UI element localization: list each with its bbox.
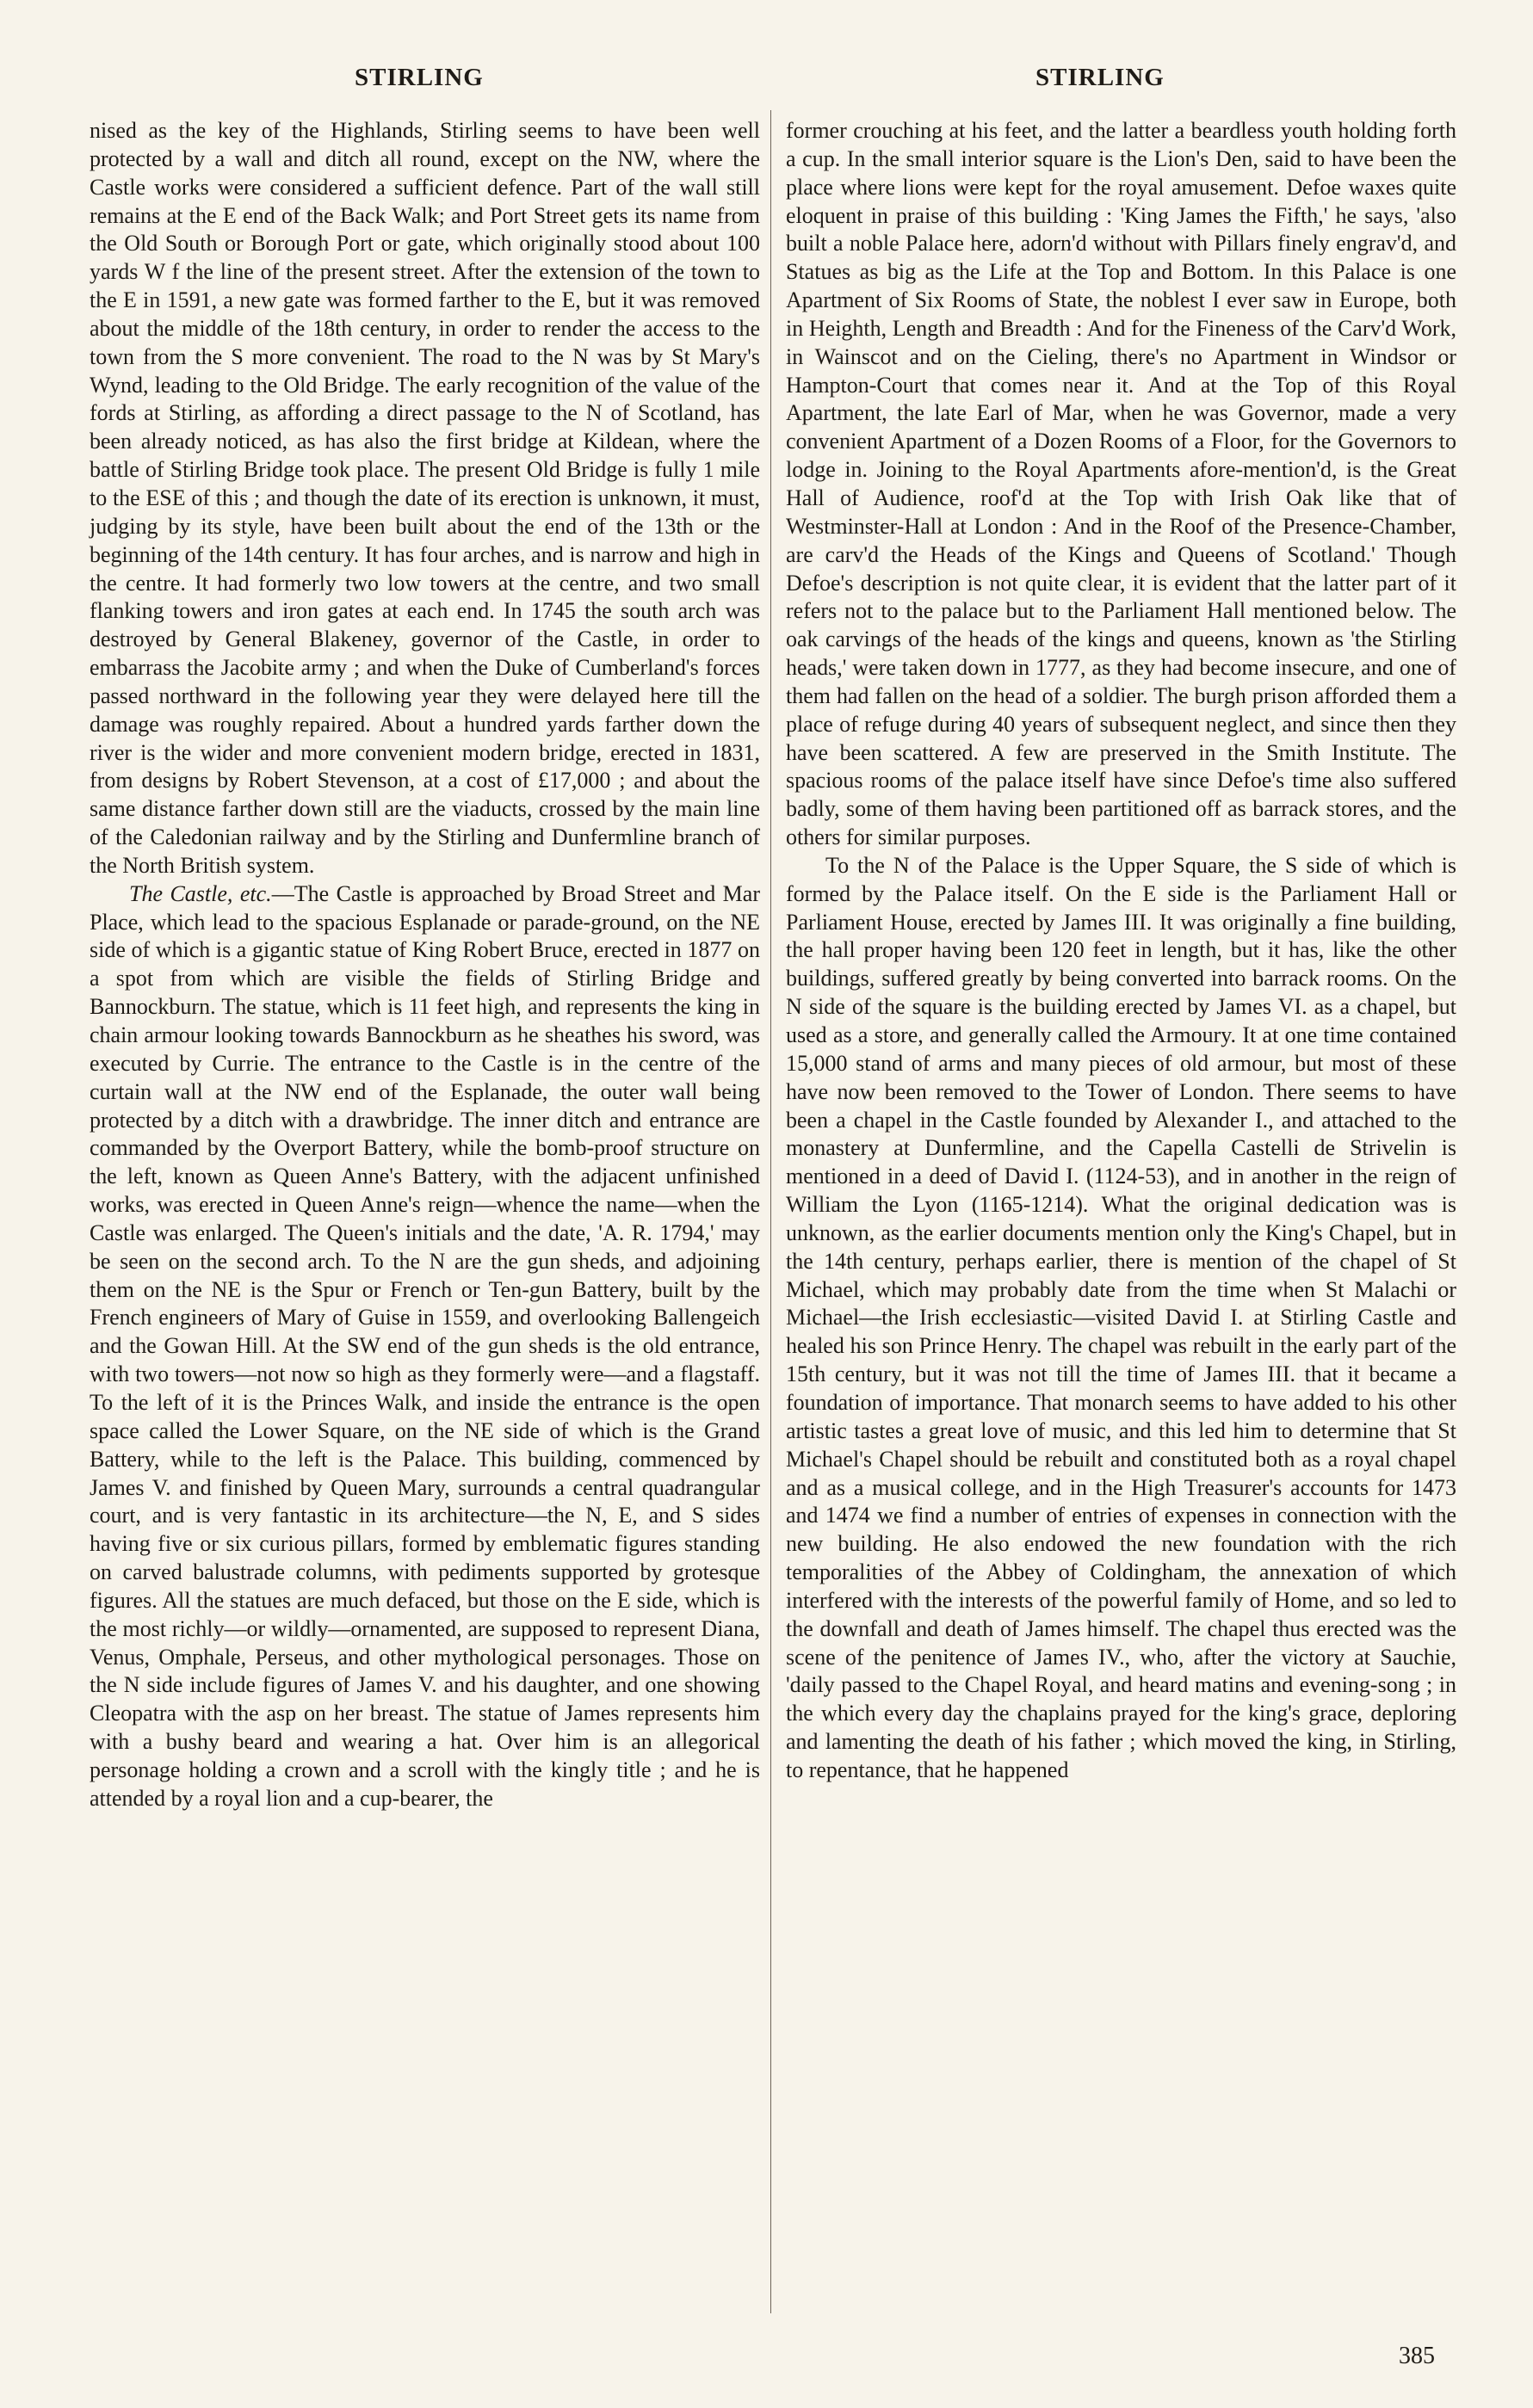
paragraph-castle [90, 880, 760, 1813]
section-heading-castle: The Castle, etc. [129, 880, 272, 906]
paragraph-castle-text: —The Castle is approached by Broad Street and Mar Place, which lead to the spacious Esplanade or parade-ground, on the NE side of which is a gigantic statue of King Robert Bruce, erected in 1877 on a spot from which are visible the fields of Stirling Bridge and Bannockburn. The statue, which is 11 feet high, and represents the king in chain armour looking towards Bannockburn as he sheathes his sword, was executed by Currie. The entrance to the Castle is in the centre of the curtain wall at the NW end of the Esplanade, the outer wall being protected by a ditch with a drawbridge. The inner ditch and entrance are commanded by the Overport Battery, while the bomb-proof structure on the left, known as Queen Anne's Battery, with the adjacent unfinished works, was erected in Queen Anne's reign—whence the name—when the Castle was enlarged. The Queen's initials and the date, 'A. R. 1794,' may be seen on the second arch. To the N are the gun sheds, and adjoining them on the NE is the Spur or French or Ten-gun Battery, built by the French engineers of Mary of Guise in 1559, and overlooking Ballengeich and the Gowan Hill. At the SW end of the gun sheds is the old entrance, with two towers—not now so high as they formerly were—and a flagstaff. To the left of it is the Princes Walk, and inside the entrance is the open space called the Lower Square, on the NE side of which is the Grand Battery, while to the left is the Palace. This building, commenced by James V. and finished by Queen Mary, surrounds a central quadrangular court, and is very fantastic in its architecture—the N, E, and S sides having five or six curious pillars, formed by emblematic figures standing on carved balustrade columns, with pediments supported by grotesque figures. All the statues are much defaced, but those on the E side, which is the most richly—or wildly—ornamented, are supposed to represent Diana, Venus, Omphale, Perseus, and other mythological personages. Those on the N side include figures of James V. and his daughter, and one showing Cleopatra with the asp on her breast. The statue of James represents him with a bushy beard and wearing a hat. Over him is an allegorical personage holding a crown and a scroll with the kingly title ; and he is attended by a royal lion and a cup-bearer, the [90, 880, 760, 1811]
right-column [786, 117, 1456, 1785]
left-column [90, 117, 760, 1813]
paragraph-upper-square: To the N of the Palace is the Upper Square, the S side of which is formed by the Palace itself. On the E side is the Parliament Hall or Parliament House, erected by James III. It was originally a fine building, the hall proper having been 120 feet in length, but it has, like the other buildings, suffered greatly by being converted into barrack rooms. On the N side of the square is the building erected by James VI. as a chapel, but used as a store, and generally called the Armoury. It at one time contained 15,000 stand of arms and many pieces of old armour, but most of these have now been removed to the Tower of London. There seems to have been a chapel in the Castle founded by Alexander I., and attached to the monastery at Dunfermline, and the Capella Castelli de Strivelin is mentioned in a deed of David I. (1124-53), and in another in the reign of William the Lyon (1165-1214). What the original dedication was is unknown, as the earlier documents mention only the King's Chapel, but in the 14th century, perhaps earlier, there is mention of the chapel of St Michael, which may probably date from the time when St Malachi or Michael—the Irish ecclesiastic—visited David I. at Stirling Castle and healed his son Prince Henry. The chapel was rebuilt in the early part of the 15th century, but it was not till the time of James III. that it became a foundation of importance. That monarch seems to have added to his other artistic tastes a great love of music, and this led him to determine that St Michael's Chapel should be rebuilt and constituted both as a royal chapel and as a musical college, and in the High Treasurer's accounts for 1473 and 1474 we find a number of entries of expenses in connection with the new building. He also endowed the new foundation with the rich temporalities of the Abbey of Coldingham, the annexation of which interfered with the interests of the powerful family of Home, and so led to the downfall and death of James himself. The chapel thus erected was the scene of the penitence of James IV., who, after the victory at Sauchie, 'daily passed to the Chapel Royal, and heard matins and evening-song ; in the which every day the chaplains prayed for the king's grace, deploring and lamenting the death of his father ; which moved the king, in Stirling, to repentance, that he happened [786, 852, 1456, 1782]
running-header-right: STIRLING [1035, 64, 1165, 91]
paragraph-bridges: nised as the key of the Highlands, Stirling seems to have been well protected by a wall and ditch all round, except on the NW, where the Castle works were considered a sufficient defence. Part of the wall still remains at the E end of the Back Walk; and Port Street gets its name from the Old South or Borough Port or gate, which originally stood about 100 yards W f the line of the present street. After the extension of the town to the E in 1591, a new gate was formed farther to the E, but it was removed about the middle of the 18th century, in order to render the access to the town from the S more convenient. The road to the N was by St Mary's Wynd, leading to the Old Bridge. The early recognition of the value of the fords at Stirling, as affording a direct passage to the N of Scotland, has been already noticed, as has also the first bridge at Kildean, where the battle of Stirling Bridge took place. The present Old Bridge is fully 1 mile to the ESE of this ; and though the date of its erection is unknown, it must, judging by its style, have been built about the end of the 13th or the beginning of the 14th century. It has four arches, and is narrow and high in the centre. It had formerly two low towers at the centre, and two small flanking towers and iron gates at each end. In 1745 the south arch was destroyed by General Blakeney, governor of the Castle, in order to embarrass the Jacobite army ; and when the Duke of Cumberland's forces passed northward in the following year they were delayed here till the damage was roughly repaired. About a hundred yards farther down the river is the wider and more convenient modern bridge, erected in 1831, from designs by Robert Stevenson, at a cost of £17,000 ; and about the same distance farther down still are the viaducts, crossed by the main line of the Caledonian railway and by the Stirling and Dunfermline branch of the North British system. [90, 118, 760, 878]
page-number: 385 [1399, 2343, 1435, 2369]
running-header-left: STIRLING [355, 64, 484, 91]
paragraph-palace: former crouching at his feet, and the latter a beardless youth holding forth a cup. In the small interior square is the Lion's Den, said to have been the place where lions were kept for the royal amusement. Defoe waxes quite eloquent in praise of this building : 'King James the Fifth,' he says, 'also built a noble Palace here, adorn'd without with Pillars finely engrav'd, and Statues as big as the Life at the Top and Bottom. In this Palace is one Apartment of Six Rooms of State, the noblest I ever saw in Europe, both in Heighth, Length and Breadth : And for the Fineness of the Carv'd Work, in Wainscot and on the Cieling, there's no Apartment in Windsor or Hampton-Court that comes near it. And at the Top of this Royal Apartment, the late Earl of Mar, when he was Governor, made a very convenient Apartment of a Dozen Rooms of a Floor, for the Governors to lodge in. Joining to the Royal Apartments afore-mention'd, is the Great Hall of Audience, roof'd at the Top with Irish Oak like that of Westminster-Hall at London : And in the Roof of the Presence-Chamber, are carv'd the Heads of the Kings and Queens of Scotland.' Though Defoe's description is not quite clear, it is evident that the latter part of it refers not to the palace but to the Parliament Hall mentioned below. The oak carvings of the heads of the kings and queens, known as 'the Stirling heads,' were taken down in 1777, as they had become insecure, and one of them had fallen on the head of a soldier. The burgh prison afforded them a place of refuge during 40 years of subsequent neglect, and since then they have been scattered. A few are preserved in the Smith Institute. The spacious rooms of the palace itself have since Defoe's time also suffered badly, some of them having been partitioned off as barrack stores, and the others for similar purposes. [786, 118, 1456, 850]
column-divider [770, 110, 771, 2313]
